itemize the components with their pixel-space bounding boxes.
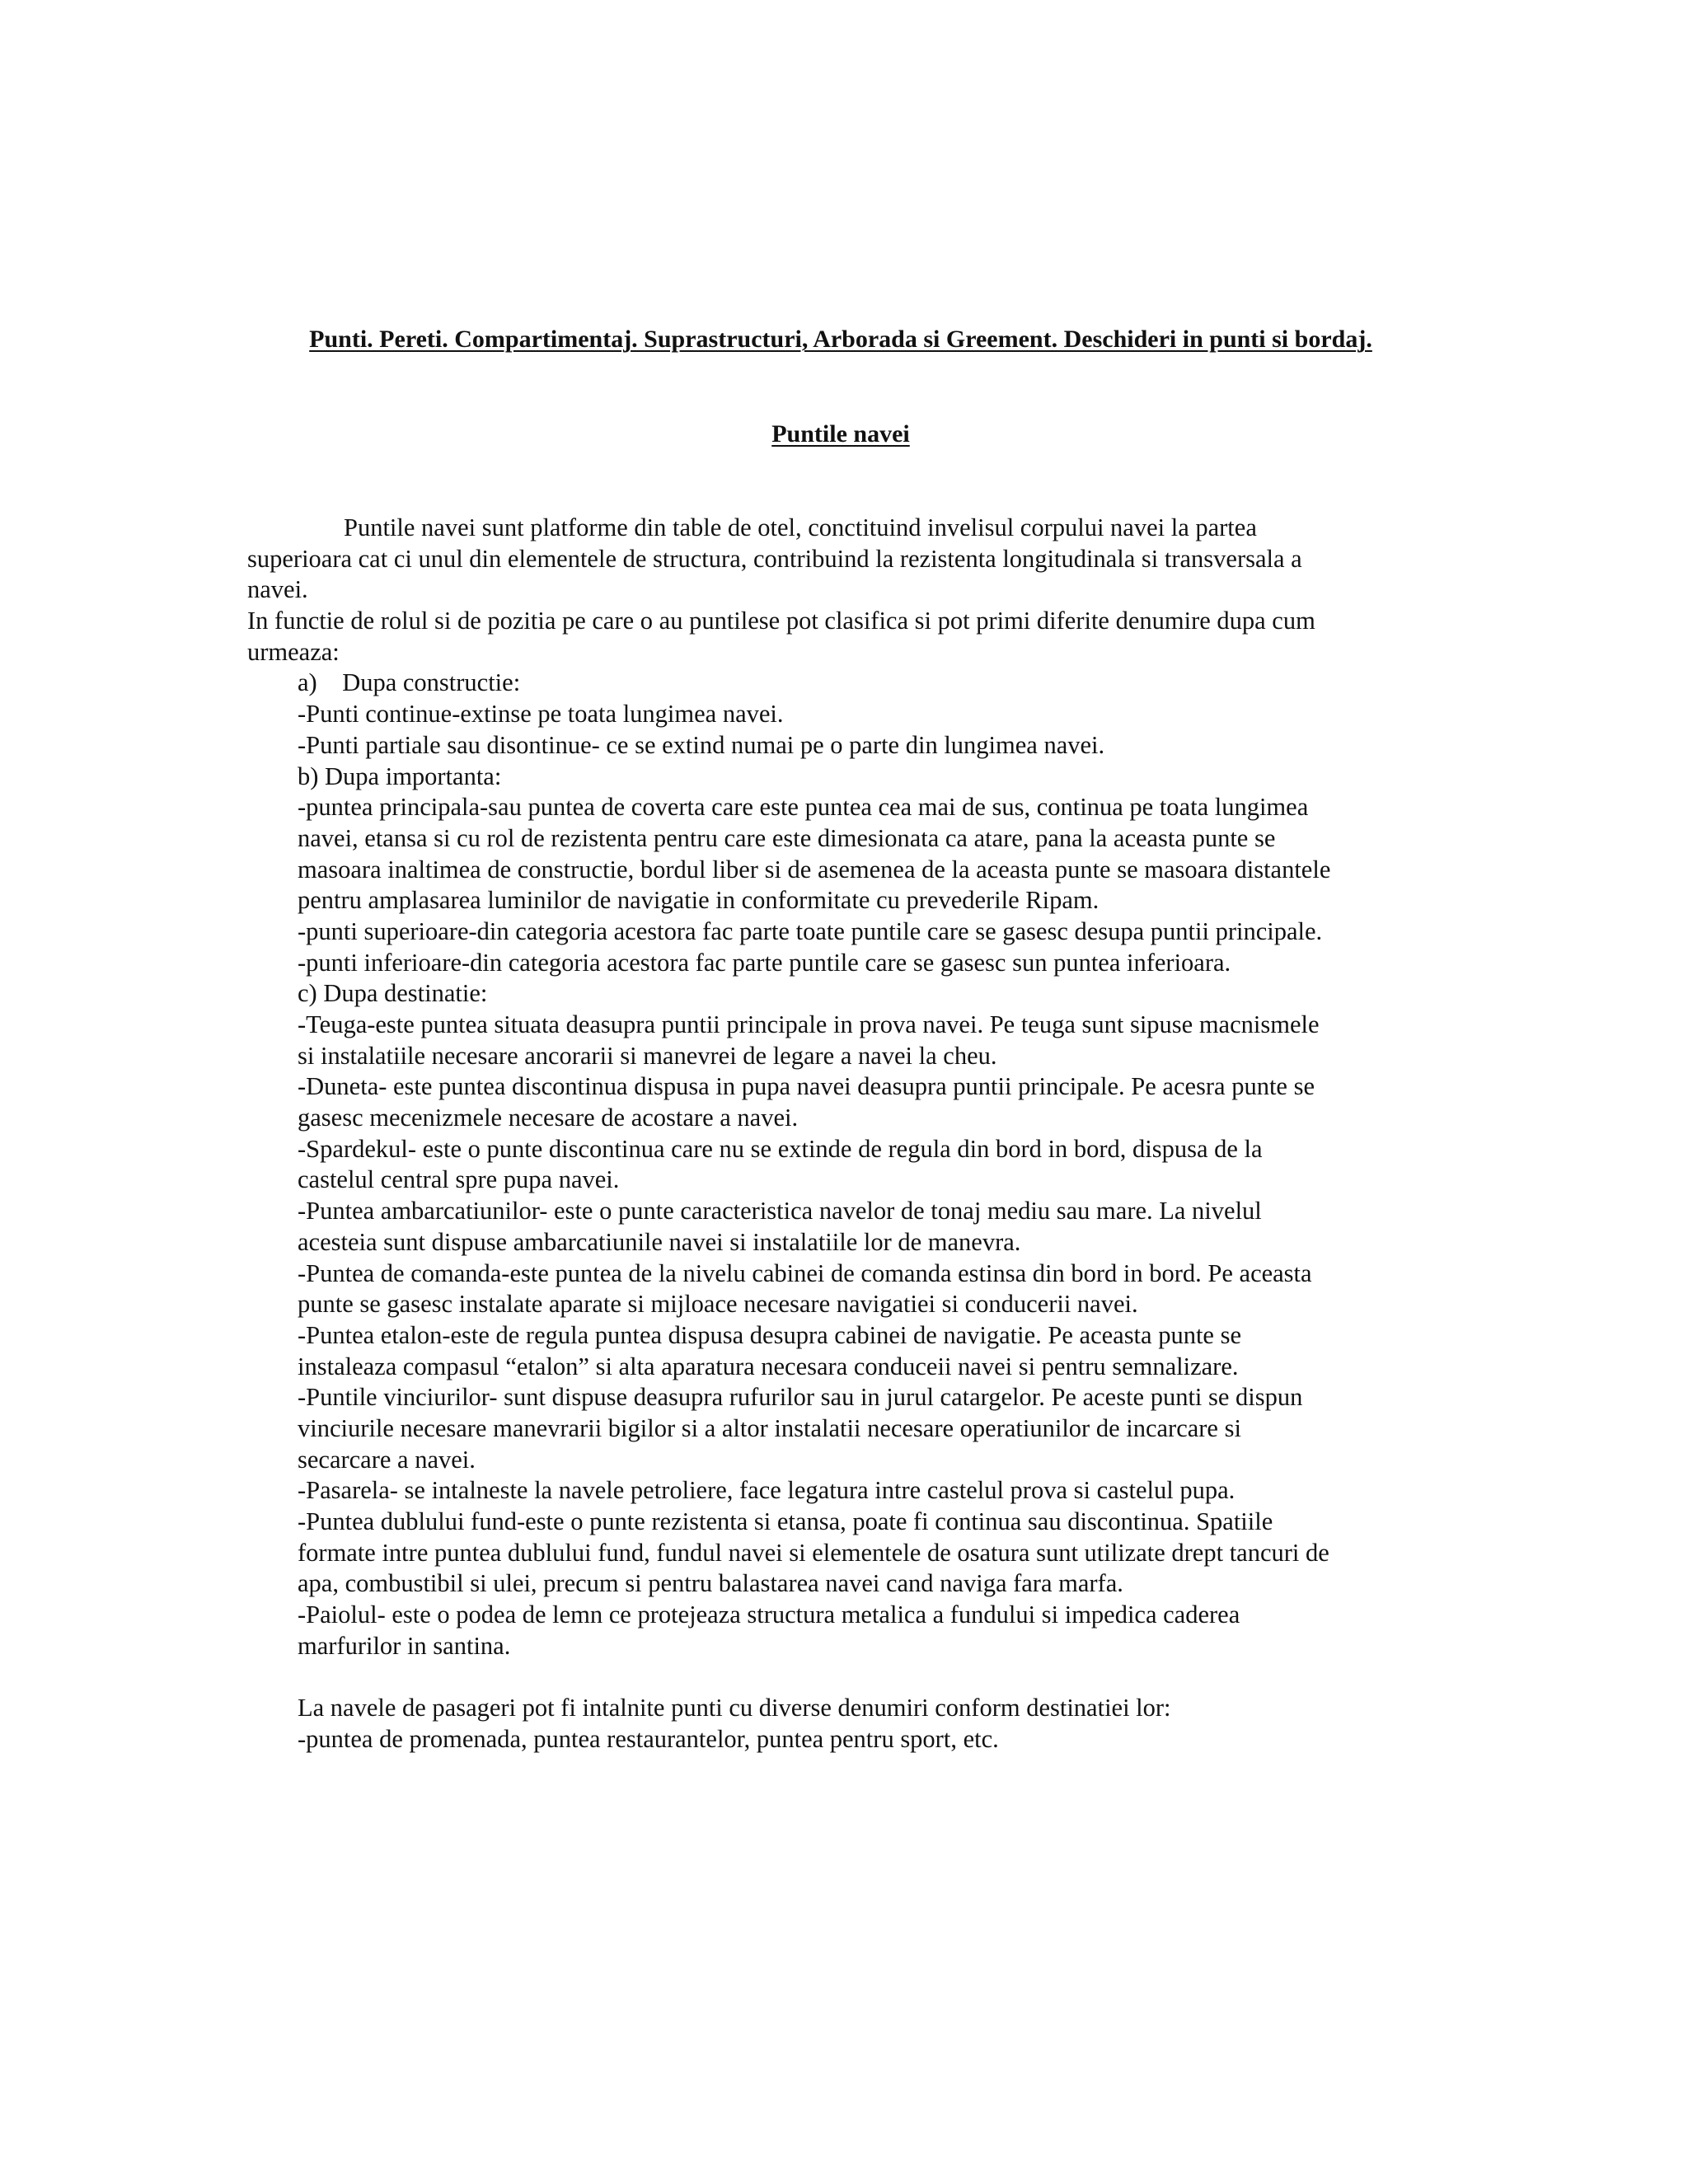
document-body <box>247 513 1484 1755</box>
list-heading: c) Dupa destinatie: <box>298 979 488 1008</box>
list-item: acesteia sunt dispuse ambarcatiunile navei si instalatiile lor de manevra. <box>298 1227 1021 1256</box>
list-item: -Duneta- este puntea discontinua dispusa in pupa navei deasupra puntii principale. Pe acesra punte se <box>298 1072 1315 1101</box>
list-item: masoara inaltimea de constructie, bordul liber si de asemenea de la aceasta punte se masoara distantele <box>298 855 1331 883</box>
document-title: Punti. Pereti. Compartimentaj. Suprastructuri, Arborada si Greement. Deschideri in punti si bordaj. <box>309 326 1372 353</box>
list-item: navei, etansa si cu rol de rezistenta pentru care este dimesionata ca atare, pana la aceasta punte se <box>298 823 1276 852</box>
list-item: punte se gasesc instalate aparate si mijloace necesare navigatiei si conducerii navei. <box>298 1290 1138 1319</box>
paragraph-line: navei. <box>247 575 308 604</box>
list-heading: a) Dupa constructie: <box>298 668 521 697</box>
list-item: si instalatiile necesare ancorarii si manevrei de legare a navei la cheu. <box>298 1041 997 1070</box>
list-item: -Puntile vinciurilor- sunt dispuse deasupra rufurilor sau in jurul catargelor. Pe aceste punti se dispun <box>298 1383 1303 1412</box>
list-item: pentru amplasarea luminilor de navigatie in conformitate cu prevederile Ripam. <box>298 886 1100 915</box>
list-heading: b) Dupa importanta: <box>298 762 502 790</box>
paragraph-line: superioara cat ci unul din elementele de structura, contribuind la rezistenta longitudinala si transversala a <box>247 544 1302 573</box>
list-item: instaleaza compasul “etalon” si alta aparatura necesara conduceii navei si pentru semnalizare. <box>298 1352 1239 1380</box>
list-item: -puntea de promenada, puntea restaurantelor, puntea pentru sport, etc. <box>298 1724 999 1753</box>
list-item: -Punti continue-extinse pe toata lungimea navei. <box>298 700 784 729</box>
list-item: vinciurile necesare manevrarii bigilor si a altor instalatii necesare operatiunilor de incarcare si <box>298 1413 1241 1442</box>
list-item: -Spardekul- este o punte discontinua care nu se extinde de regula din bord in bord, dispusa de la <box>298 1134 1263 1163</box>
list-item: castelul central spre pupa navei. <box>298 1165 620 1194</box>
paragraph-line: Puntile navei sunt platforme din table de otel, conctituind invelisul corpului navei la partea <box>344 513 1257 541</box>
list-item: -Pasarela- se intalneste la navele petroliere, face legatura intre castelul prova si castelul pupa. <box>298 1476 1236 1505</box>
paragraph-line: La navele de pasageri pot fi intalnite punti cu diverse denumiri conform destinatiei lor: <box>298 1694 1171 1722</box>
blank-line <box>247 1661 1484 1693</box>
list-item: marfurilor in santina. <box>298 1631 511 1660</box>
list-item: -Paiolul- este o podea de lemn ce protejeaza structura metalica a fundului si impedica caderea <box>298 1601 1240 1629</box>
section-title: Puntile navei <box>771 420 910 448</box>
list-item: -Puntea de comanda-este puntea de la nivelu cabinei de comanda estinsa din bord in bord. Pe aceasta <box>298 1258 1312 1287</box>
list-item: -Teuga-este puntea situata deasupra puntii principale in prova navei. Pe teuga sunt sipuse macnismele <box>298 1010 1320 1038</box>
paragraph-line: urmeaza: <box>247 637 340 666</box>
list-item: -puntea principala-sau puntea de coverta care este puntea cea mai de sus, continua pe toata lungimea <box>298 793 1309 822</box>
list-item: gasesc mecenizmele necesare de acostare a navei. <box>298 1104 799 1132</box>
list-item: -punti inferioare-din categoria acestora fac parte puntile care se gasesc sun puntea inferioara. <box>298 948 1231 977</box>
list-item: -Puntea ambarcatiunilor- este o punte caracteristica navelor de tonaj mediu sau mare. La nivelul <box>298 1197 1262 1226</box>
list-item: -punti superioare-din categoria acestora fac parte toate puntile care se gasesc desupa puntii principale. <box>298 916 1323 945</box>
list-item: formate intre puntea dublului fund, fundul navei si elementele de osatura sunt utilizate drept tancuri de <box>298 1538 1329 1567</box>
paragraph-line: In functie de rolul si de pozitia pe care o au puntilese pot clasifica si pot primi diferite denumire dupa cum <box>247 607 1315 635</box>
list-item: -Punti partiale sau disontinue- ce se extind numai pe o parte din lungimea navei. <box>298 730 1105 759</box>
list-item: -Puntea etalon-este de regula puntea dispusa desupra cabinei de navigatie. Pe aceasta punte se <box>298 1320 1241 1349</box>
list-item: secarcare a navei. <box>298 1445 476 1474</box>
list-item: apa, combustibil si ulei, precum si pentru balastarea navei cand naviga fara marfa. <box>298 1569 1123 1598</box>
list-item: -Puntea dublului fund-este o punte rezistenta si etansa, poate fi continua sau discontinua. Spatiile <box>298 1507 1273 1535</box>
